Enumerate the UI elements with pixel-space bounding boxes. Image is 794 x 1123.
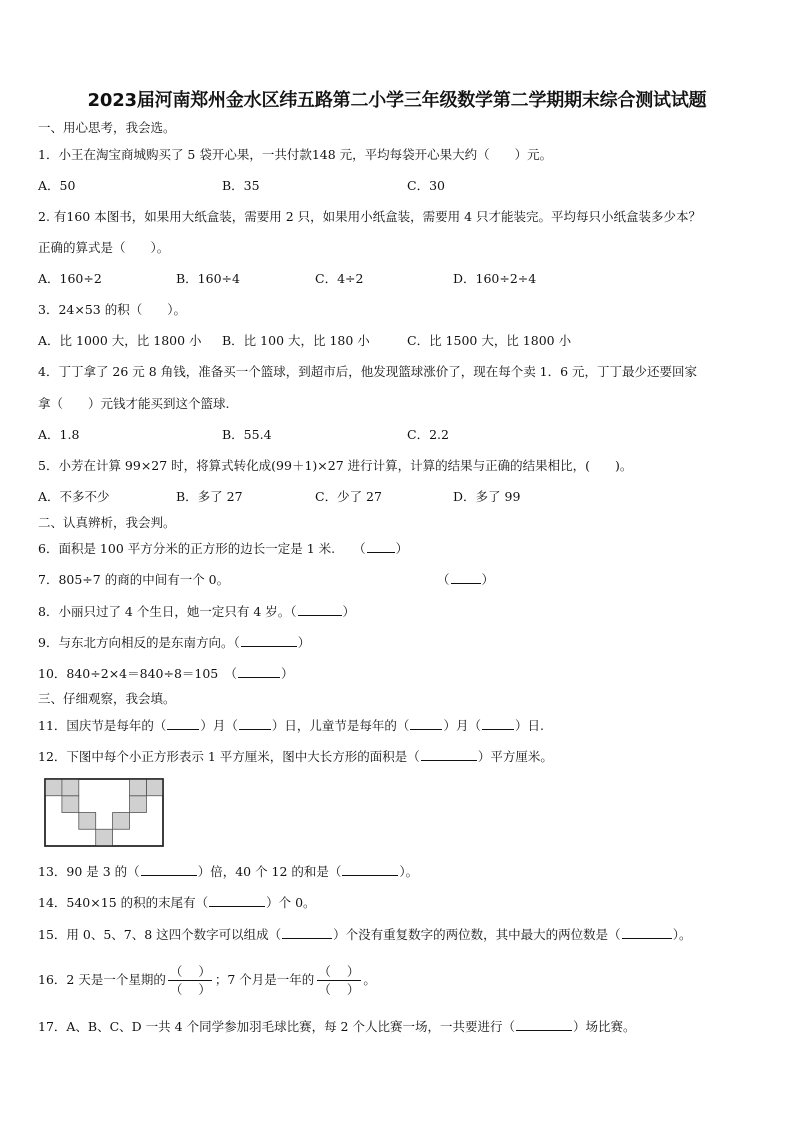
question-17 [38,1018,636,1036]
question-6-paren-close: ） [395,541,409,556]
question-17-text-2: ）场比赛。 [572,1019,636,1034]
question-11-text-2: ）月（ [200,718,238,733]
fraction-blank-1[interactable]: $\frac{( )}{( )}$ [169,964,211,997]
question-5-option-c[interactable]: C．少了 27 [315,489,382,504]
question-14-text-2: ）个 0。 [266,895,316,910]
question-16-text-1: 16．2 天是一个星期的 [38,972,166,987]
question-17-text-1: 17．A、B、C、D 一共 4 个同学参加羽毛球比赛，每 2 个人比赛一场，一共要进行（ [38,1019,515,1034]
question-6-text: 6．面积是 100 平方分米的正方形的边长一定是 1 米. [38,541,336,556]
question-8 [38,603,355,621]
question-8-answer-blank[interactable] [298,603,342,616]
question-11-text-4: ）月（ [443,718,481,733]
question-10 [38,665,294,683]
question-9-answer-blank[interactable] [241,634,297,647]
question-11-text-1: 11．国庆节是每年的（ [38,718,167,733]
question-7-paren-close: ） [481,572,495,587]
question-2-stem-line1: 2. 有160 本图书，如果用大纸盒装，需要用 2 只，如果用小纸盒装，需要用 4 只才能装完。平均每只小纸盒装多少本？ [38,209,702,224]
question-13-text-3: ）。 [399,864,419,879]
question-9-paren-close: ） [297,635,311,650]
question-15-text-1: 15．用 0、5、7、8 这四个数字可以组成（ [38,927,282,942]
question-15 [38,926,691,944]
question-13-text-1: 13．90 是 3 的（ [38,864,140,879]
question-6-paren-open: （ [353,541,366,556]
question-14-blank[interactable] [209,894,265,907]
question-15-text-3: ）。 [672,927,692,942]
question-2-stem-line2: 正确的算式是（ ）。 [38,240,170,255]
question-14-text-1: 14．540×15 的积的末尾有（ [38,895,209,910]
question-13-blank-2[interactable] [342,863,398,876]
question-4-option-a[interactable]: A．1.8 [38,427,80,442]
question-6-answer-blank[interactable] [367,540,395,553]
question-13-text-2: ）倍，40 个 12 的和是（ [197,864,342,879]
question-7-answer-blank[interactable] [451,571,481,584]
question-11-blank-4[interactable] [482,717,514,730]
question-10-answer-blank[interactable] [238,665,280,678]
question-5-stem: 5．小芳在计算 99×27 时，将算式转化成(99＋1)×27 进行计算，计算的结果与正确的结果相比，( )。 [38,458,633,473]
question-5-option-a[interactable]: A．不多不少 [38,489,110,504]
question-17-blank[interactable] [516,1018,572,1031]
question-12-text-2: ）平方厘米。 [477,749,553,764]
section-heading-1: 一、用心思考，我会选。 [38,120,176,135]
grid-rectangle-figure [44,778,164,848]
question-16 [38,958,376,1002]
question-14 [38,894,316,912]
question-4-stem-line2: 拿（ ）元钱才能买到这个篮球. [38,396,230,411]
question-12 [38,748,553,766]
question-11 [38,717,544,735]
fraction-blank-2[interactable]: $\frac{( )}{( )}$ [318,964,360,997]
question-13-blank-1[interactable] [141,863,197,876]
question-2-option-a[interactable]: A．160÷2 [38,271,102,286]
question-5-option-b[interactable]: B．多了 27 [176,489,243,504]
question-12-text-1: 12．下图中每个小正方形表示 1 平方厘米，图中大长方形的面积是（ [38,749,420,764]
question-15-blank-2[interactable] [622,926,672,939]
question-2-option-d[interactable]: D．160÷2÷4 [453,271,537,286]
question-6 [38,540,408,558]
question-7-paren-open: （ [437,572,450,587]
question-4-option-b[interactable]: B．55.4 [222,427,272,442]
question-9-text: 9．与东北方向相反的是东南方向。（ [38,635,240,650]
question-7-text: 7．805÷7 的商的中间有一个 0。 [38,572,230,587]
section-heading-3: 三、仔细观察，我会填。 [38,691,176,706]
question-7-answer [437,571,494,589]
question-15-blank-1[interactable] [282,926,332,939]
question-1-option-b[interactable]: B．35 [222,178,260,193]
page-title: 2023届河南郑州金水区纬五路第二小学三年级数学第二学期期末综合测试试题 [87,90,707,111]
question-16-text-2: ；7 个月是一年的 [214,972,315,987]
question-4-stem-line1: 4．丁丁拿了 26 元 8 角钱，准备买一个篮球，到超市后，他发现篮球涨价了，现在每个卖 1．6 元，丁丁最少还要回家 [38,364,698,379]
question-16-text-3: 。 [363,972,376,987]
question-2-option-c[interactable]: C．4÷2 [315,271,364,286]
question-11-text-5: ）日. [514,718,544,733]
question-12-blank[interactable] [421,748,477,761]
question-11-blank-2[interactable] [239,717,271,730]
question-11-blank-3[interactable] [410,717,442,730]
question-11-text-3: ）日，儿童节是每年的（ [271,718,410,733]
question-15-text-2: ）个没有重复数字的两位数，其中最大的两位数是（ [333,927,621,942]
question-3-option-b[interactable]: B．比 100 大，比 180 小 [222,333,370,348]
question-11-blank-1[interactable] [167,717,199,730]
question-3-option-c[interactable]: C．比 1500 大，比 1800 小 [407,333,572,348]
question-1-option-a[interactable]: A．50 [38,178,76,193]
question-2-option-b[interactable]: B．160÷4 [176,271,240,286]
question-4-option-c[interactable]: C．2.2 [407,427,449,442]
section-heading-2: 二、认真辨析，我会判。 [38,515,176,530]
question-13 [38,863,418,881]
question-10-paren-close: ） [281,666,294,681]
question-10-text: 10．840÷2×4＝840÷8＝105 （ [38,666,238,681]
question-1-stem: 1．小王在淘宝商城购买了 5 袋开心果，一共付款148 元，平均每袋开心果大约（ ）元。 [38,147,553,162]
question-8-text: 8．小丽只过了 4 个生日，她一定只有 4 岁。（ [38,604,297,619]
question-3-option-a[interactable]: A．比 1000 大，比 1800 小 [38,333,202,348]
question-9 [38,634,310,652]
question-8-paren-close: ） [342,604,356,619]
question-3-stem: 3．24×53 的积（ ）。 [38,302,186,317]
question-1-option-c[interactable]: C．30 [407,178,445,193]
question-5-option-d[interactable]: D．多了 99 [453,489,521,504]
